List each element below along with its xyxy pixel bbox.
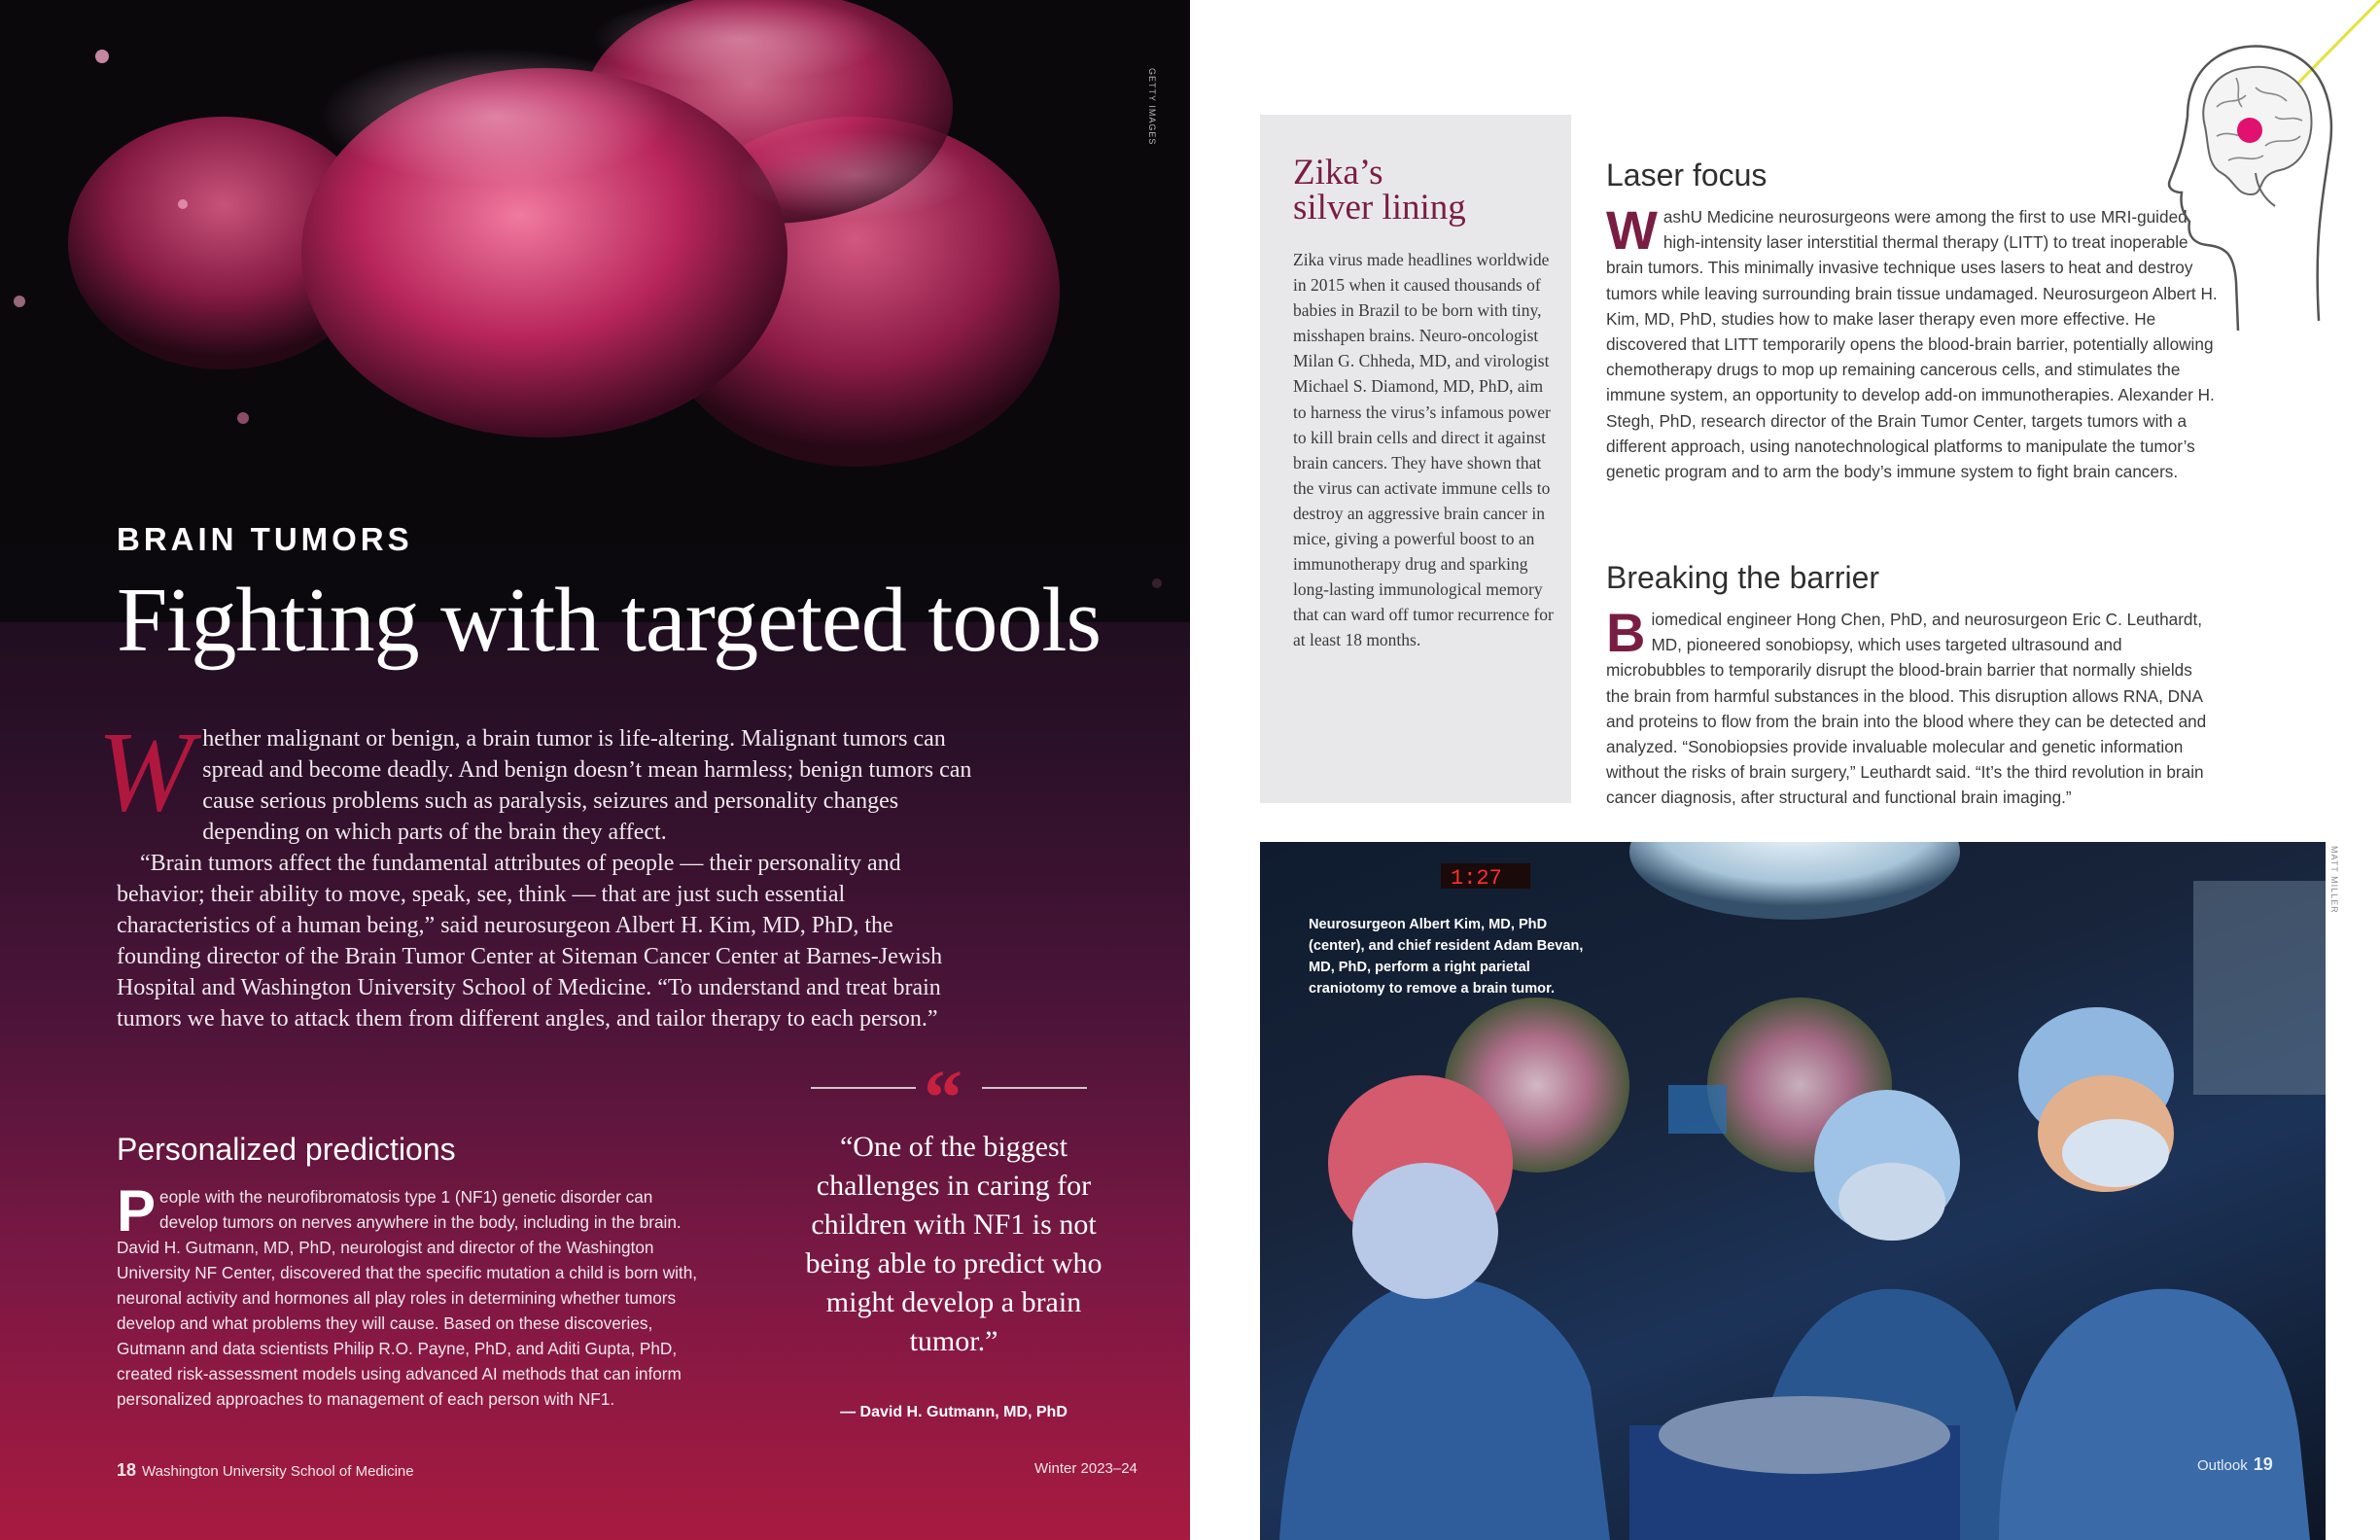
quote-rule-left — [811, 1087, 916, 1089]
page-number: 19 — [2253, 1454, 2273, 1474]
drop-cap: W — [1606, 199, 1658, 261]
laser-heading: Laser focus — [1606, 158, 1768, 192]
drop-cap: P — [117, 1178, 157, 1243]
photo-credit: GETTY IMAGES — [1147, 68, 1157, 146]
drop-cap: W — [97, 708, 193, 835]
quote-mark-icon: “ — [924, 1056, 962, 1141]
page-number: 18 — [117, 1460, 137, 1480]
clock-readout: 1:27 — [1451, 866, 1502, 891]
personalized-body — [117, 1178, 700, 1412]
personalized-text: eople with the neurofibromatosis type 1 (NF1) genetic disorder can develop tumors on nerves anywhere in the body, including in the brain. David H. Gutmann, MD, PhD, neurologist and director of the Washington University NF Center, discovered that the specific mutation a child is born with, neuronal activity and hormones all play roles in determining whether tumors develop and what problems they will cause. Based on these discoveries, Gutmann and data scientists Philip R.O. Payne, PhD, and Aditi Gupta, PhD, created risk-assessment models using advanced AI methods that can inform personalized approaches to management of each person with NF1. — [117, 1187, 698, 1409]
sidebar-body: Zika virus made headlines worldwide in 2015 when it caused thousands of babies in Brazil to be born with tiny, misshapen brains. Neuro-oncologist Milan G. Chheda, MD, and virologist Michael S. Diamond, MD, PhD, aim to harness the virus’s infamous power to kill brain cells and direct it against brain cancers. They have shown that the virus can activate immune cells to destroy an aggressive brain cancer in mice, giving a powerful boost to an immunotherapy drug and sparking long-lasting immunological memory that can ward off tumor recurrence for at least 18 months. — [1293, 250, 1554, 650]
laser-text: ashU Medicine neurosurgeons were among the first to use MRI-guided, high-intensity laser interstitial thermal therapy (LITT) to treat inoperable brain tumors. This minimally invasive technique uses lasers to heat and destroy tumors while leaving surrounding brain tissue undamaged. Neurosurgeon Albert H. Kim, MD, PhD, studies how to make laser therapy even more effective. He discovered that LITT temporarily opens the blood-brain barrier, potentially allowing chemotherapy drugs to mop up remaining cancerous cells, and stimulates the immune system, an opportunity to develop add-on immunotherapies. Alexander H. Stegh, PhD, research director of the Brain Tumor Center, targets tumors with a different approach, using nanotechnological platforms to manipulate the tumor’s genetic program and to arm the body’s immune system to fight brain cancers. — [1606, 207, 2218, 482]
intro-text — [97, 708, 972, 1034]
intro-paragraph-1 — [97, 708, 972, 848]
footer-left — [117, 1460, 414, 1481]
sidebar-title-line-2: silver lining — [1293, 188, 1466, 228]
barrier-text: iomedical engineer Hong Chen, PhD, and neurosurgeon Eric C. Leuthardt, MD, pioneered sonobiopsy, which uses targeted ultrasound and microbubbles to temporarily disrupt the blood-brain barrier that normally shields the brain from harmful substances in the blood. This disruption allows RNA, DNA and proteins to flow from the brain into the blood where they can be detected and analyzed. “Sonobiopsies provide invaluable molecular and genetic information without the risks of brain surgery,” Leuthardt said. “It’s the third revolution in brain cancer diagnosis, after structural and functional brain imaging.” — [1606, 610, 2207, 808]
sidebar-title-line-1: Zika’s — [1293, 153, 1383, 192]
issue-date: Winter 2023–24 — [1034, 1460, 1138, 1477]
pull-quote-attribution: — David H. Gutmann, MD, PhD — [840, 1404, 1068, 1420]
barrier-body — [1606, 602, 2219, 811]
footer-right — [2197, 1454, 2273, 1475]
photo-caption: Neurosurgeon Albert Kim, MD, PhD (center), and chief resident Adam Bevan, MD, PhD, perform a right parietal craniotomy to remove a brain tumor. — [1309, 917, 1584, 997]
pull-quote: “One of the biggest challenges in caring for children with NF1 is not being able to predict who might develop a brain tumor.” — [805, 1131, 1102, 1357]
head-brain-laser-icon — [2119, 0, 2380, 331]
quote-rule-right — [982, 1087, 1087, 1089]
personalized-heading: Personalized predictions — [117, 1132, 456, 1167]
intro-paragraph-2: “Brain tumors affect the fundamental attributes of people — their personality and behavior; their ability to move, speak, see, think — that are just such essential characteristics of a human being,” said neurosurgeon Albert H. Kim, MD, PhD, the founding director of the Brain Tumor Center at Siteman Cancer Center at Barnes-Jewish Hospital and Washington University School of Medicine. “To understand and treat brain tumors we have to attack them from different angles, and tailor therapy to each person.” — [117, 851, 943, 1032]
publication-name: Outlook — [2197, 1457, 2248, 1474]
photo-credit: MATT MILLER — [2329, 846, 2339, 914]
sidebar-title — [1293, 153, 1466, 228]
intro-paragraph-1-text: hether malignant or benign, a brain tumor is life-altering. Malignant tumors can spread and become deadly. And benign doesn’t mean harmless; benign tumors can cause serious problems such as paralysis, seizures and personality changes depending on which parts of the brain they affect. — [202, 726, 972, 845]
headline: Fighting with targeted tools — [117, 570, 1102, 671]
section-kicker: BRAIN TUMORS — [117, 521, 413, 557]
publication-name: Washington University School of Medicine — [142, 1463, 414, 1480]
drop-cap: B — [1606, 602, 1646, 663]
barrier-heading: Breaking the barrier — [1606, 560, 1880, 595]
